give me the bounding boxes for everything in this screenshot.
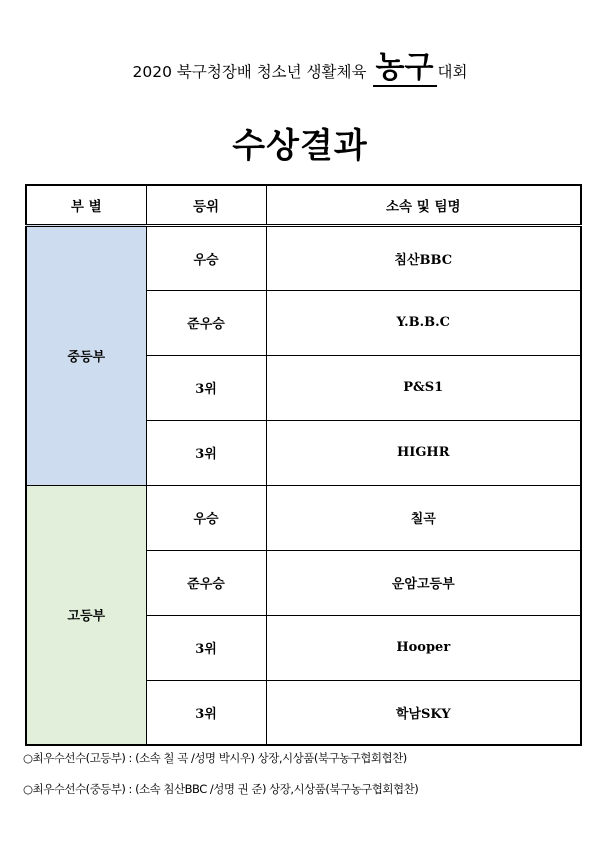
awards-table bbox=[25, 184, 582, 746]
division-cell-middle-school: 중등부 bbox=[26, 225, 146, 485]
rank-cell: 3위 bbox=[146, 355, 266, 420]
rank-cell: 3위 bbox=[146, 680, 266, 745]
mvp-note-middle-school: ○최우수선수(중등부) : (소속 침산BBC /성명 권 준) 상장,시상품(북구농구협회협찬) bbox=[23, 782, 419, 796]
event-name-prefix: 2020 북구청장배 청소년 생활체육 bbox=[132, 63, 367, 81]
event-name-suffix: 대회 bbox=[437, 63, 468, 81]
team-cell: Hooper bbox=[266, 615, 581, 680]
mvp-note-high-school: ○최우수선수(고등부) : (소속 칠 곡 /성명 박시우) 상장,시상품(북구농구협회협찬) bbox=[23, 751, 407, 765]
division-cell-high-school: 고등부 bbox=[26, 485, 146, 745]
column-header-division: 부 별 bbox=[26, 185, 146, 225]
rank-cell: 우승 bbox=[146, 485, 266, 550]
page-title: 수상결과 bbox=[232, 126, 368, 166]
column-header-team: 소속 및 팀명 bbox=[266, 185, 581, 225]
table-row bbox=[26, 225, 581, 290]
team-cell: 학남SKY bbox=[266, 680, 581, 745]
team-cell: HIGHR bbox=[266, 420, 581, 485]
team-cell: 운암고등부 bbox=[266, 550, 581, 615]
column-header-rank: 등위 bbox=[146, 185, 266, 225]
team-cell: Y.B.B.C bbox=[266, 290, 581, 355]
rank-cell: 우승 bbox=[146, 225, 266, 290]
team-cell: P&S1 bbox=[266, 355, 581, 420]
event-header bbox=[0, 52, 600, 98]
event-sport: 농구 bbox=[373, 50, 437, 87]
table-header-row bbox=[26, 185, 581, 225]
table-row bbox=[26, 485, 581, 550]
rank-cell: 준우승 bbox=[146, 290, 266, 355]
rank-cell: 준우승 bbox=[146, 550, 266, 615]
rank-cell: 3위 bbox=[146, 615, 266, 680]
team-cell: 칠곡 bbox=[266, 485, 581, 550]
rank-cell: 3위 bbox=[146, 420, 266, 485]
team-cell: 침산BBC bbox=[266, 225, 581, 290]
